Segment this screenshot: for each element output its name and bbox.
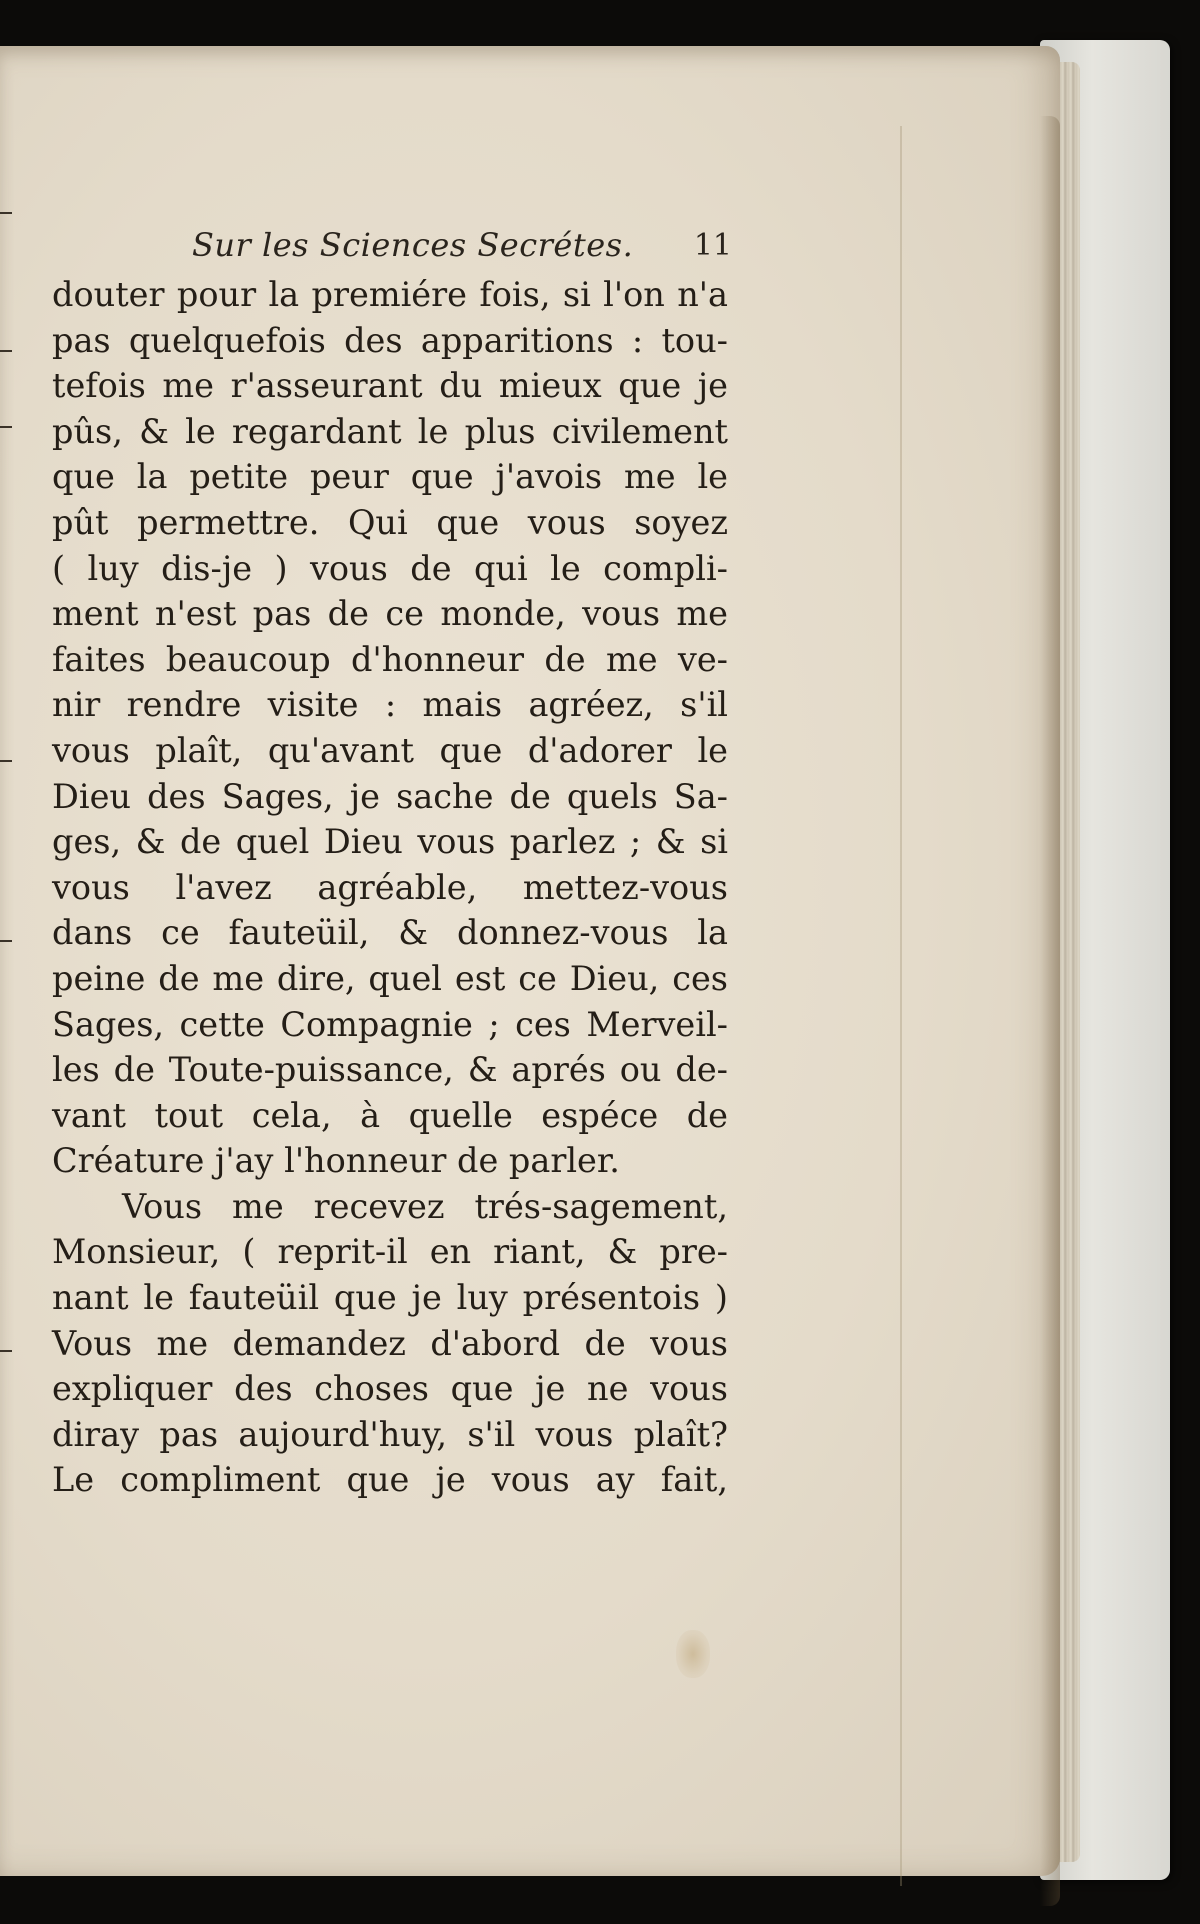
text-line: peine de me dire, quel est ce Dieu, ces (52, 958, 728, 998)
text-line: tefois me r'asseurant du mieux que je (52, 366, 728, 406)
text-line: douter pour la premiére fois, si l'on n'a (52, 275, 728, 314)
text-line: Le compliment que je vous ay fait, (52, 1460, 728, 1500)
page-fold-crease (900, 126, 902, 1886)
running-head-title: Sur les Sciences Secrétes. (192, 226, 634, 264)
body-text (52, 272, 728, 1503)
text-line: vous plaît, qu'avant que d'adorer le (52, 730, 728, 770)
text-line: que la petite peur que j'avois me le (52, 457, 728, 497)
text-line: Dieu des Sages, je sache de quels Sa- (52, 776, 728, 816)
paper-stain (676, 1630, 710, 1678)
text-line: pûs, & le regardant le plus civilement (52, 411, 728, 451)
text-line: pas quelquefois des apparitions : tou- (52, 320, 728, 360)
text-line: Sages, cette Compagnie ; ces Merveil- (52, 1004, 728, 1044)
binding-threads (0, 200, 10, 1600)
text-line: nant le fauteüil que je luy présentois ) (52, 1278, 728, 1318)
text-line: vous l'avez agréable, mettez-vous (52, 867, 728, 907)
book-page (0, 46, 1060, 1876)
text-line: faites beaucoup d'honneur de me ve- (52, 639, 728, 679)
text-line: pût permettre. Qui que vous soyez (52, 502, 728, 542)
text-line: dans ce fauteüil, & donnez-vous la (52, 913, 728, 953)
text-line: Monsieur, ( reprit-il en riant, & pre- (52, 1232, 728, 1272)
text-line: vant tout cela, à quelle espéce de (52, 1095, 728, 1135)
text-line: les de Toute-puissance, & aprés ou de- (52, 1050, 728, 1090)
text-line: Créature j'ay l'honneur de parler. (52, 1141, 620, 1181)
text-line: expliquer des choses que je ne vous (52, 1369, 728, 1409)
text-line: nir rendre visite : mais agréez, s'il (52, 685, 728, 725)
text-line: Vous me recevez trés-sagement, (122, 1186, 728, 1226)
running-head (52, 226, 732, 270)
text-line: ment n'est pas de ce monde, vous me (52, 594, 728, 634)
text-line: diray pas aujourd'huy, s'il vous plaît? (52, 1414, 728, 1454)
text-line: ges, & de quel Dieu vous parlez ; & si (52, 822, 728, 862)
page-number: 11 (693, 228, 732, 263)
text-line: ( luy dis-je ) vous de qui le compli- (52, 548, 728, 588)
text-line: Vous me demandez d'abord de vous (52, 1323, 728, 1363)
page-edge-shadow (1040, 116, 1060, 1906)
